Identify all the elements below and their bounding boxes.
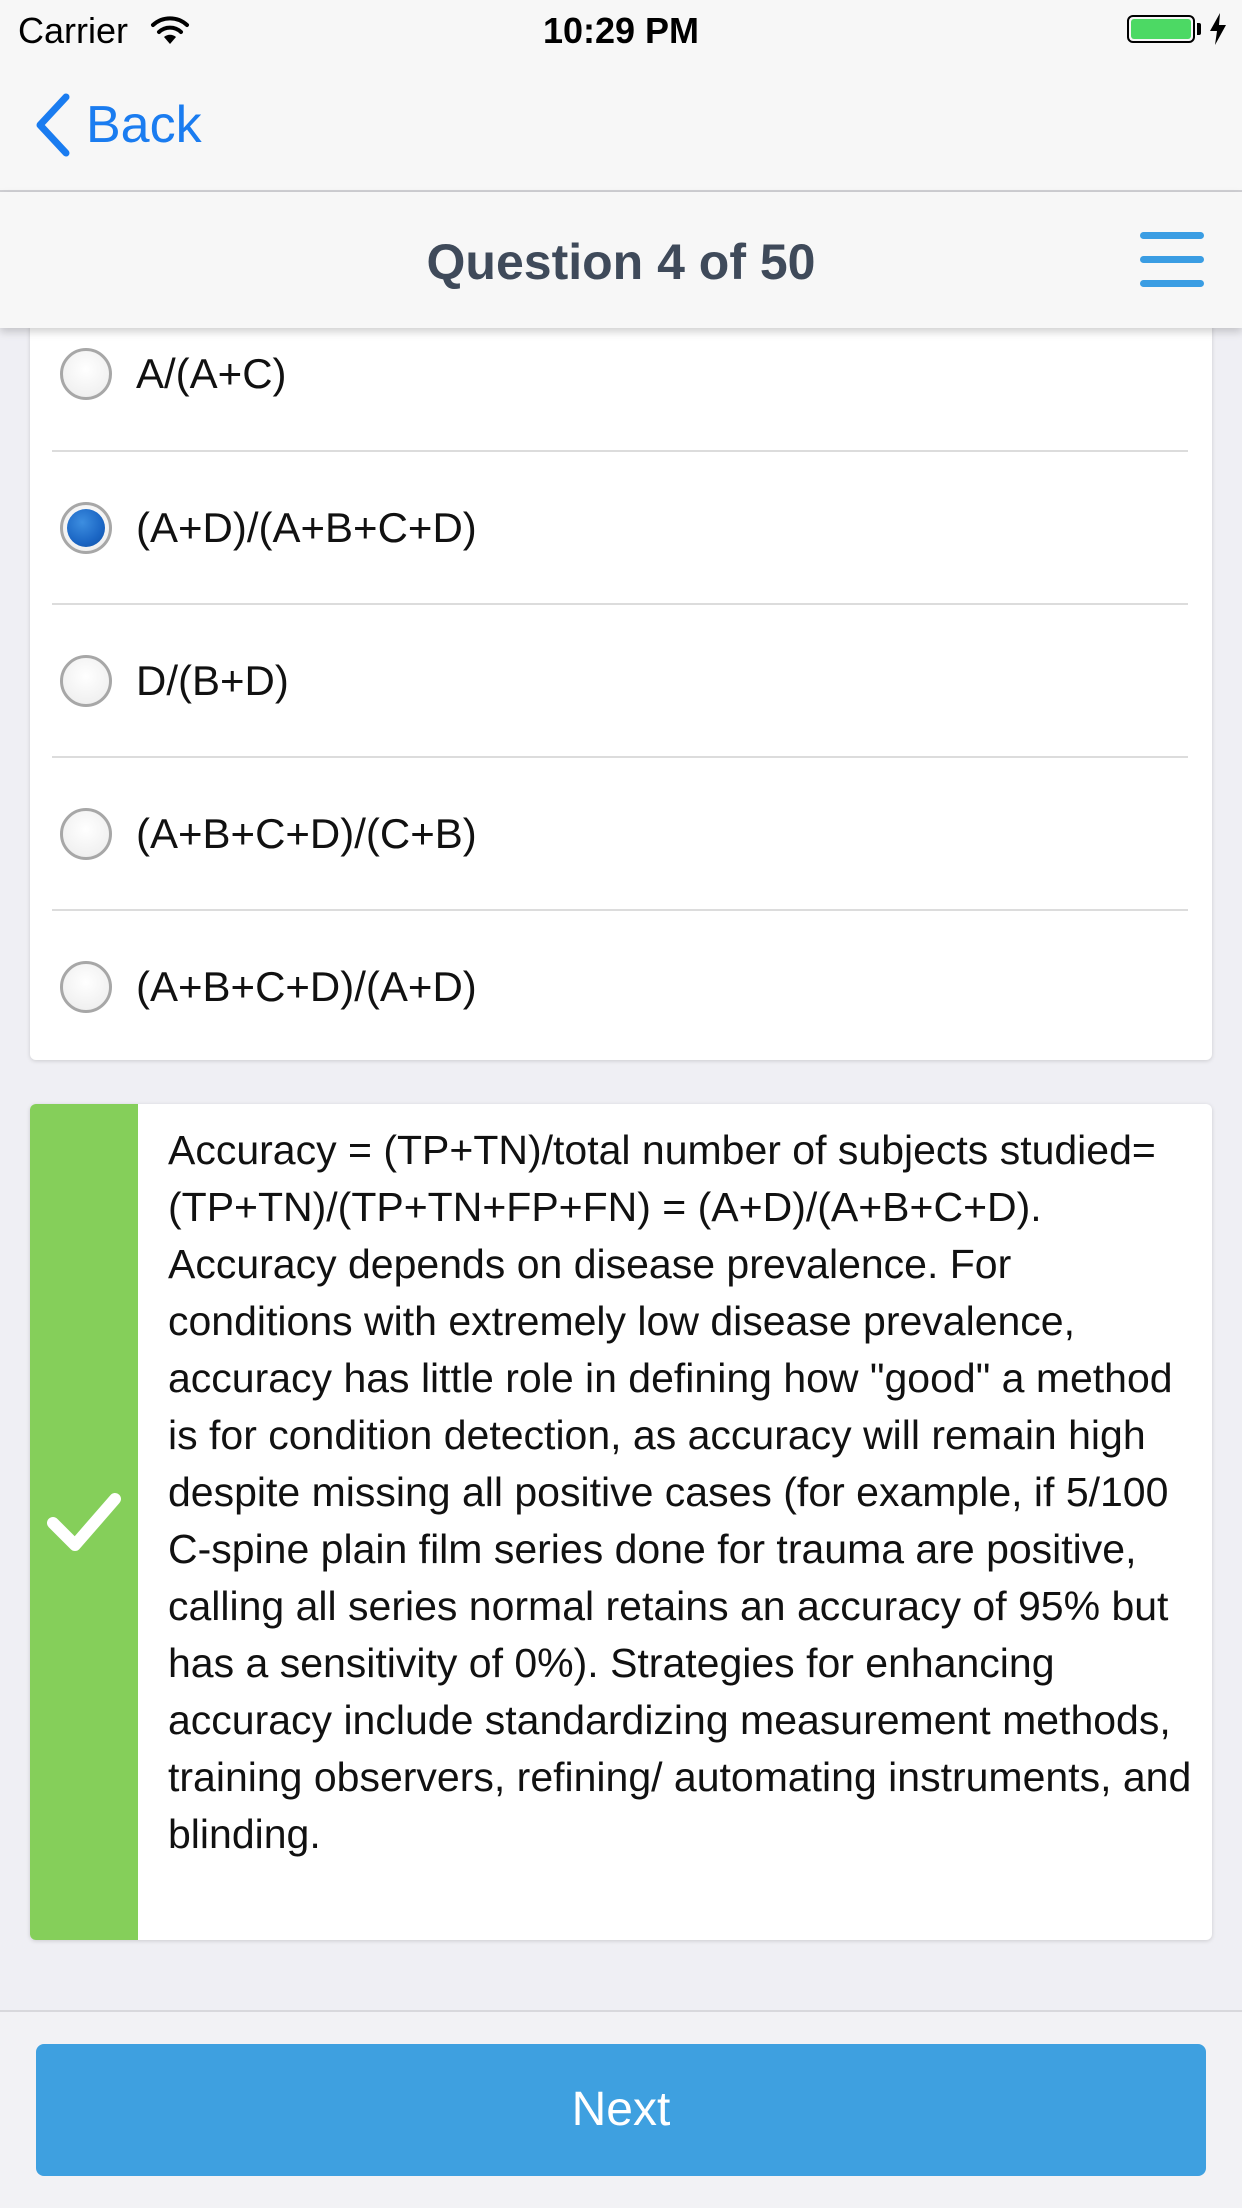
back-button[interactable] xyxy=(32,90,202,160)
battery-tip xyxy=(1197,23,1201,35)
status-time: 10:29 PM xyxy=(542,10,700,51)
radio-button-icon[interactable] xyxy=(60,808,112,860)
radio-button-icon[interactable] xyxy=(60,961,112,1013)
chevron-left-icon xyxy=(32,93,72,157)
explanation-card xyxy=(30,1104,1212,1940)
charging-bolt-icon xyxy=(1207,12,1229,46)
hamburger-menu-icon xyxy=(1140,232,1204,239)
answer-options-card xyxy=(30,300,1212,1060)
answer-option-label: (A+B+C+D)/(A+D) xyxy=(136,963,477,1010)
answer-option-label: D/(B+D) xyxy=(136,657,289,704)
status-bar xyxy=(0,0,1242,60)
carrier-label: Carrier xyxy=(18,10,129,51)
checkmark-icon xyxy=(47,1491,121,1553)
explanation-text: Accuracy = (TP+TN)/total number of subjects studied= (TP+TN)/(TP+TN+FP+FN) = (A+D)/(A+B+C+D). Accuracy depends on disease prevalence. For conditions with extremely low disease prevalence, accuracy has little role in defining how "good" a method is for condition detection, as accuracy will remain high despite missing all positive cases (for example, if 5/100 C-spine plain film series done for trauma are positive, calling all series normal retains an accuracy of 95% but has a sensitivity of 0%). Strategies for enhancing accuracy include standardizing measurement methods, training observers, refining/ automating instruments, and blinding. xyxy=(168,1127,1192,1857)
answer-option-label: (A+B+C+D)/(C+B) xyxy=(136,810,477,857)
answer-option[interactable] xyxy=(52,605,1188,757)
battery-icon xyxy=(1127,15,1195,43)
next-button[interactable]: Next xyxy=(36,2044,1206,2176)
radio-button-selected-icon[interactable] xyxy=(60,502,112,554)
menu-button[interactable] xyxy=(1140,232,1204,288)
answer-option-selected[interactable] xyxy=(52,452,1188,604)
radio-button-icon[interactable] xyxy=(60,348,112,400)
back-button-label: Back xyxy=(86,96,202,154)
battery-level xyxy=(1131,19,1191,39)
answer-option[interactable] xyxy=(52,758,1188,910)
correct-indicator-bar xyxy=(30,1104,138,1940)
answer-option-label: A/(A+C) xyxy=(136,350,287,397)
answer-option[interactable] xyxy=(52,911,1188,1063)
hamburger-menu-line xyxy=(1140,256,1204,263)
bottom-bar xyxy=(0,2010,1242,2208)
radio-button-icon[interactable] xyxy=(60,655,112,707)
answer-option-label: (A+D)/(A+B+C+D) xyxy=(136,504,477,551)
question-header xyxy=(0,192,1242,328)
navigation-bar xyxy=(0,60,1242,192)
hamburger-menu-line xyxy=(1140,280,1204,287)
page-title: Question 4 of 50 xyxy=(426,234,816,290)
